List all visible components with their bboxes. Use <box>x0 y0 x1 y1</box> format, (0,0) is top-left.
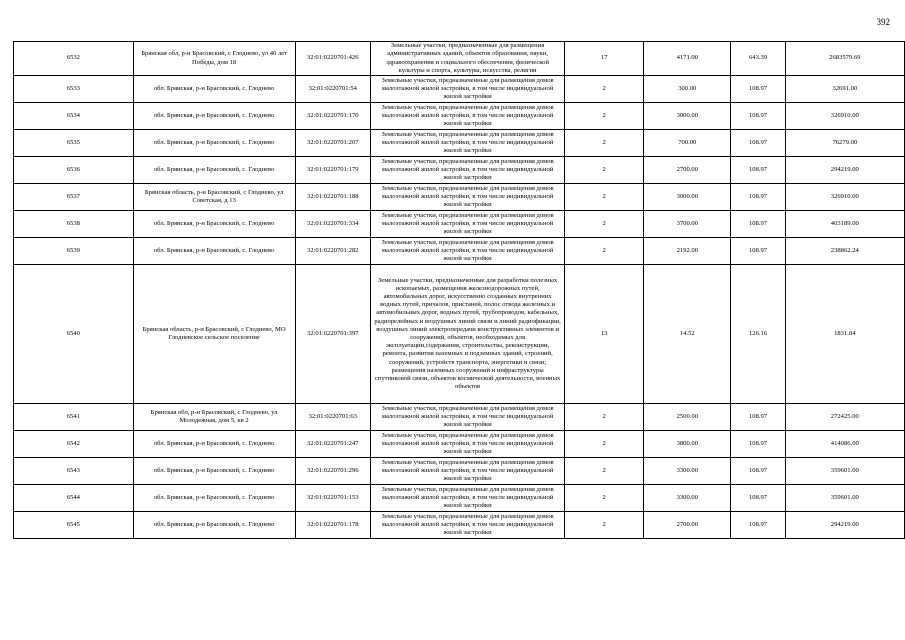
address-cell: обл. Брянская, р-н Брасовский, с. Глоднево <box>133 238 295 265</box>
address-cell: обл. Брянская, р-н Брасовский, с. Глоднево <box>133 103 295 130</box>
cadastral-number-cell: 32:01:0220701:296 <box>295 458 370 485</box>
cadastral-value-cell: 326910.00 <box>785 103 904 130</box>
rate-cell: 126.16 <box>731 265 785 404</box>
row-number: 6542 <box>14 431 134 458</box>
address-cell: обл. Брянская, р-н Брасовский, с. Глоднево <box>133 485 295 512</box>
address-cell: обл. Брянская, р-н Брасовский, с. Глоднево <box>133 512 295 539</box>
land-use-cell: Земельные участки, предназначенные для размещения административных зданий, объектов образования, науки, здравоохранения и социального обеспечения, физической культуры и спорта, культуры, искусства, религии <box>370 42 564 76</box>
area-cell: 3000.00 <box>644 103 731 130</box>
rate-cell: 108.97 <box>731 76 785 103</box>
row-number: 6544 <box>14 485 134 512</box>
cadastral-number-cell: 32:01:0220701:334 <box>295 211 370 238</box>
area-cell: 2700.00 <box>644 157 731 184</box>
land-use-cell: Земельные участки, предназначенные для размещения домов малоэтажной жилой застройки, в том числе индивидуальной жилой застройки <box>370 512 564 539</box>
cadastral-number-cell: 32:01:0220701:188 <box>295 184 370 211</box>
table-row <box>14 130 905 157</box>
cadastral-number-cell: 32:01:0220701:178 <box>295 512 370 539</box>
area-cell: 3000.00 <box>644 184 731 211</box>
table-row <box>14 265 905 404</box>
category-cell: 2 <box>565 211 644 238</box>
row-number: 6538 <box>14 211 134 238</box>
area-cell: 3700.00 <box>644 211 731 238</box>
cadastral-number-cell: 32:01:0220701:63 <box>295 404 370 431</box>
row-number: 6534 <box>14 103 134 130</box>
category-cell: 2 <box>565 76 644 103</box>
cadastral-number-cell: 32:01:0220701:397 <box>295 265 370 404</box>
cadastral-value-cell: 238862.24 <box>785 238 904 265</box>
rate-cell: 108.97 <box>731 512 785 539</box>
cadastral-value-cell: 326910.00 <box>785 184 904 211</box>
row-number: 6539 <box>14 238 134 265</box>
area-cell: 4171.00 <box>644 42 731 76</box>
address-cell: обл. Брянская, р-н Брасовский, с. Глоднево <box>133 431 295 458</box>
address-cell: Брянская область, р-н Брасовский, с Глоднево, МО Глодневское сельское поселение <box>133 265 295 404</box>
table-row <box>14 103 905 130</box>
address-cell: обл. Брянская, р-н Брасовский, с. Глоднево <box>133 458 295 485</box>
category-cell: 13 <box>565 265 644 404</box>
rate-cell: 108.97 <box>731 404 785 431</box>
land-use-cell: Земельные участки, предназначенные для размещения домов малоэтажной жилой застройки, в том числе индивидуальной жилой застройки <box>370 458 564 485</box>
category-cell: 2 <box>565 130 644 157</box>
table-row <box>14 76 905 103</box>
land-use-cell: Земельные участки, предназначенные для размещения домов малоэтажной жилой застройки, в том числе индивидуальной жилой застройки <box>370 238 564 265</box>
row-number: 6532 <box>14 42 134 76</box>
area-cell: 3800.00 <box>644 431 731 458</box>
cadastral-number-cell: 32:01:0220701:207 <box>295 130 370 157</box>
row-number: 6537 <box>14 184 134 211</box>
rate-cell: 108.97 <box>731 458 785 485</box>
area-cell: 3300.00 <box>644 485 731 512</box>
category-cell: 2 <box>565 404 644 431</box>
area-cell: 14.52 <box>644 265 731 404</box>
cadastral-number-cell: 32:01:0220701:170 <box>295 103 370 130</box>
area-cell: 2500.00 <box>644 404 731 431</box>
land-use-cell: Земельные участки, предназначенные для размещения домов малоэтажной жилой застройки, в том числе индивидуальной жилой застройки <box>370 485 564 512</box>
land-use-cell: Земельные участки, предназначенные для размещения домов малоэтажной жилой застройки, в том числе индивидуальной жилой застройки <box>370 76 564 103</box>
cadastral-value-cell: 359601.00 <box>785 458 904 485</box>
area-cell: 2192.00 <box>644 238 731 265</box>
category-cell: 2 <box>565 184 644 211</box>
cadastral-number-cell: 32:01:0220701:426 <box>295 42 370 76</box>
cadastral-value-cell: 294219.00 <box>785 157 904 184</box>
cadastral-value-cell: 272425.00 <box>785 404 904 431</box>
land-registry-table <box>13 41 905 539</box>
row-number: 6533 <box>14 76 134 103</box>
row-number: 6541 <box>14 404 134 431</box>
category-cell: 17 <box>565 42 644 76</box>
rate-cell: 643.39 <box>731 42 785 76</box>
rate-cell: 108.97 <box>731 431 785 458</box>
land-use-cell: Земельные участки, предназначенные для размещения домов малоэтажной жилой застройки, в том числе индивидуальной жилой застройки <box>370 103 564 130</box>
cadastral-value-cell: 414086.00 <box>785 431 904 458</box>
cadastral-number-cell: 32:01:0220701:247 <box>295 431 370 458</box>
category-cell: 2 <box>565 157 644 184</box>
cadastral-value-cell: 359601.00 <box>785 485 904 512</box>
cadastral-number-cell: 32:01:0220701:179 <box>295 157 370 184</box>
category-cell: 2 <box>565 512 644 539</box>
rate-cell: 108.97 <box>731 130 785 157</box>
rate-cell: 108.97 <box>731 211 785 238</box>
rate-cell: 108.97 <box>731 184 785 211</box>
rate-cell: 108.97 <box>731 238 785 265</box>
table-row <box>14 431 905 458</box>
table-row <box>14 157 905 184</box>
cadastral-value-cell: 1831.84 <box>785 265 904 404</box>
rate-cell: 108.97 <box>731 485 785 512</box>
row-number: 6540 <box>14 265 134 404</box>
row-number: 6536 <box>14 157 134 184</box>
cadastral-number-cell: 32:01:0220701:54 <box>295 76 370 103</box>
cadastral-value-cell: 294219.00 <box>785 512 904 539</box>
land-use-cell: Земельные участки, предназначенные для размещения домов малоэтажной жилой застройки, в том числе индивидуальной жилой застройки <box>370 130 564 157</box>
land-use-cell: Земельные участки, предназначенные для размещения домов малоэтажной жилой застройки, в том числе индивидуальной жилой застройки <box>370 157 564 184</box>
table-row <box>14 184 905 211</box>
table-row <box>14 211 905 238</box>
area-cell: 700.00 <box>644 130 731 157</box>
land-use-cell: Земельные участки, предназначенные для размещения домов малоэтажной жилой застройки, в том числе индивидуальной жилой застройки <box>370 211 564 238</box>
rate-cell: 108.97 <box>731 157 785 184</box>
address-cell: Брянская обл, р-н Брасовский, с Глоднево, ул Молодежная, дом 5, кв 2 <box>133 404 295 431</box>
table-row <box>14 404 905 431</box>
row-number: 6543 <box>14 458 134 485</box>
table-row <box>14 238 905 265</box>
table-row <box>14 458 905 485</box>
land-use-cell: Земельные участки, предназначенные для размещения домов малоэтажной жилой застройки, в том числе индивидуальной жилой застройки <box>370 404 564 431</box>
address-cell: Брянская область, р-н Брасовский, с Глоднево, ул Советская, д 13 <box>133 184 295 211</box>
cadastral-value-cell: 403189.00 <box>785 211 904 238</box>
address-cell: обл. Брянская, р-н Брасовский, с. Глоднево <box>133 211 295 238</box>
cadastral-number-cell: 32:01:0220701:153 <box>295 485 370 512</box>
cadastral-value-cell: 32691.00 <box>785 76 904 103</box>
page-number: 392 <box>876 17 890 27</box>
category-cell: 2 <box>565 238 644 265</box>
row-number: 6535 <box>14 130 134 157</box>
area-cell: 300.00 <box>644 76 731 103</box>
table-row <box>14 512 905 539</box>
land-use-cell: Земельные участки, предназначенные для размещения домов малоэтажной жилой застройки, в том числе индивидуальной жилой застройки <box>370 431 564 458</box>
land-use-cell: Земельные участки, предназначенные для разработки полезных ископаемых, размещения железнодорожных путей, автомобильных дорог, искусственно созданных внутренних водных путей, причалов, пристаней, полос отвода железных и автомобильных дорог, водных путей, трубопроводов, кабельных, радиорелейных и воздушных линий связи и линий радиофикации, воздушных линий электропередачи конструктивных элементов и сооружений, объектов, необходимых для эксплуатации,содержания, строительства, реконструкции, ремонта, развития наземных и подземных зданий, строений, сооружений, устройств транспорта, энергетики и связи; размещения наземных сооружений и инфраструктуры спутниковой связи, объектов космической деятельности, военных объектов <box>370 265 564 404</box>
row-number: 6545 <box>14 512 134 539</box>
category-cell: 2 <box>565 458 644 485</box>
cadastral-value-cell: 2683579.69 <box>785 42 904 76</box>
area-cell: 2700.00 <box>644 512 731 539</box>
address-cell: обл. Брянская, р-н Брасовский, с. Глоднево <box>133 76 295 103</box>
category-cell: 2 <box>565 431 644 458</box>
address-cell: обл. Брянская, р-н Брасовский, с. Глоднево <box>133 157 295 184</box>
table-row <box>14 485 905 512</box>
land-use-cell: Земельные участки, предназначенные для размещения домов малоэтажной жилой застройки, в том числе индивидуальной жилой застройки <box>370 184 564 211</box>
table-row <box>14 42 905 76</box>
rate-cell: 108.97 <box>731 103 785 130</box>
cadastral-number-cell: 32:01:0220701:282 <box>295 238 370 265</box>
address-cell: обл. Брянская, р-н Брасовский, с. Глоднево <box>133 130 295 157</box>
cadastral-value-cell: 76279.00 <box>785 130 904 157</box>
address-cell: Брянская обл, р-н Брасовский, с Глоднево, ул 40 лет Победы, дом 18 <box>133 42 295 76</box>
area-cell: 3300.00 <box>644 458 731 485</box>
category-cell: 2 <box>565 485 644 512</box>
category-cell: 2 <box>565 103 644 130</box>
